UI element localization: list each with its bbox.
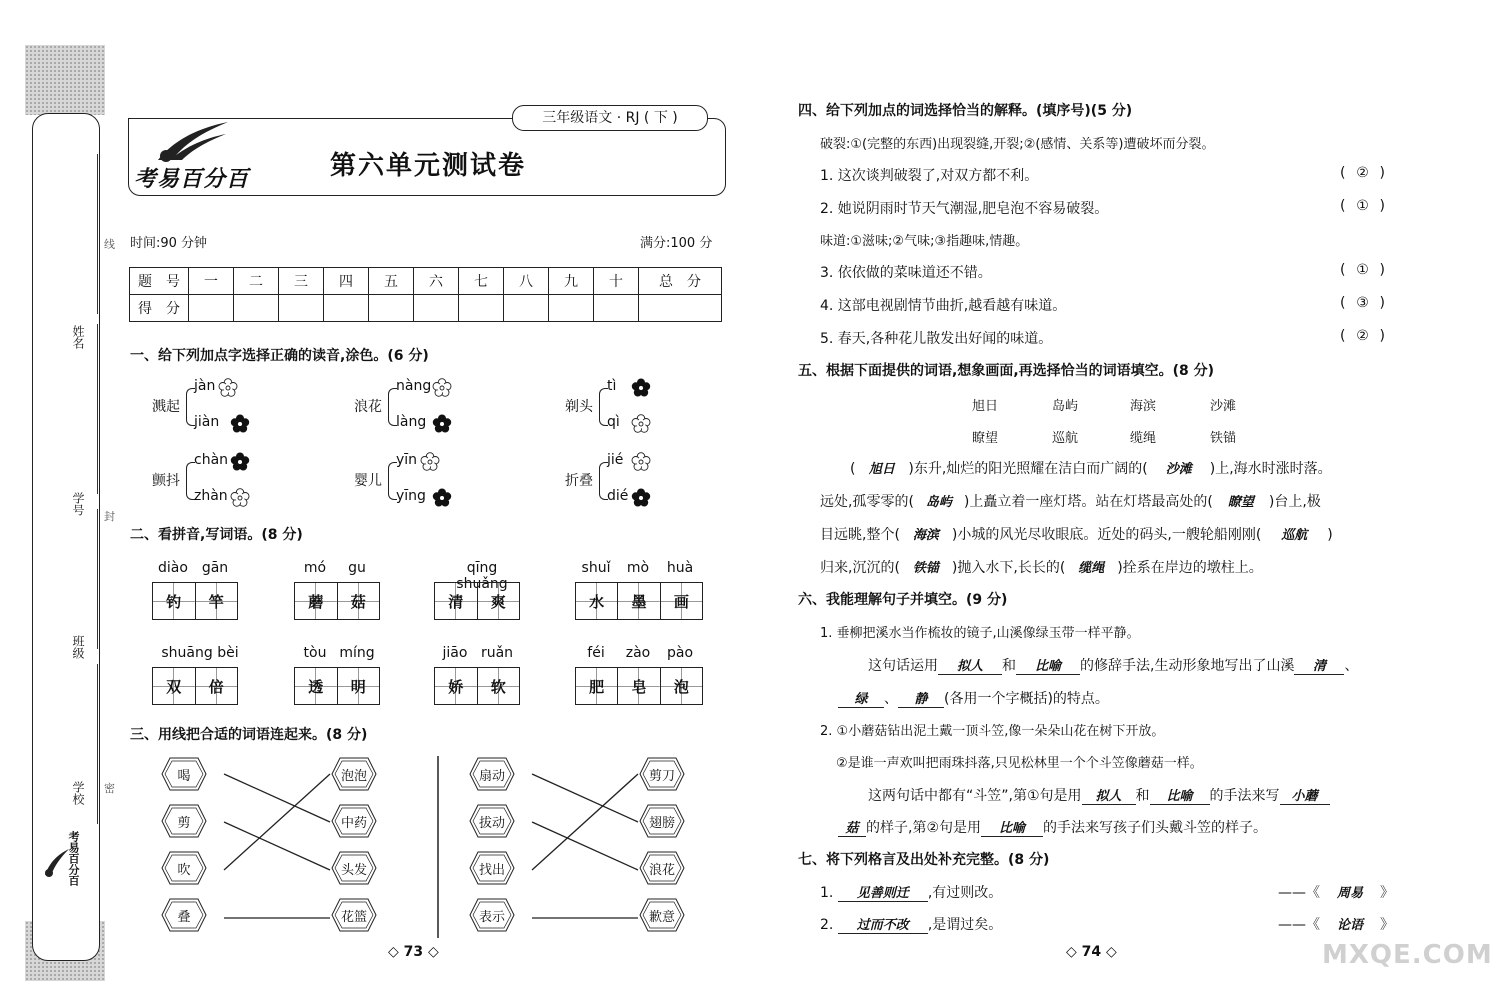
match-word: 拔动	[478, 816, 505, 831]
tianzige-cell[interactable]: 墨	[618, 583, 660, 619]
school-label: 学校	[71, 781, 85, 805]
question-4-3: 3. 依依做的菜味道还不错。	[820, 265, 992, 281]
tianzige-cell[interactable]: 菇	[338, 583, 380, 619]
pinyin-text: gān	[201, 560, 229, 576]
mark-seal: 封	[104, 510, 115, 523]
comet-logo-icon	[150, 120, 230, 162]
pinyin-text: féi	[587, 645, 605, 661]
question-6-1-fill: 这句话运用 拟人 和 比喻 的修辞手法,生动形象地写出了山溪 清 、	[868, 655, 1358, 675]
match-word: 浪花	[648, 863, 675, 878]
tianzige-cell[interactable]: 透	[295, 668, 338, 704]
pinyin-option-1: jàn	[194, 378, 216, 394]
mark-dense: 密	[104, 782, 115, 795]
score-cell[interactable]	[279, 295, 324, 322]
tianzige-cell[interactable]: 爽	[478, 583, 520, 619]
choice-word: 溅起	[152, 399, 180, 415]
tianzige-cell[interactable]: 双	[153, 668, 196, 704]
score-cell[interactable]	[549, 295, 594, 322]
page-title: 第六单元测试卷	[330, 151, 527, 181]
watermark: MXQE.COM	[1322, 940, 1493, 970]
tianzige-cell[interactable]: 肥	[576, 668, 618, 704]
question-4-5: 5. 春天,各种花儿散发出好闻的味道。	[820, 331, 1053, 347]
tianzige-cell[interactable]: 倍	[196, 668, 238, 704]
match-word: 喝	[177, 769, 191, 784]
score-cell[interactable]	[459, 295, 504, 322]
score-table	[129, 267, 722, 322]
comet-logo-icon	[41, 845, 71, 879]
filled-flower-icon[interactable]	[230, 452, 250, 472]
id-label: 学号	[71, 492, 85, 516]
tianzige-cell[interactable]: 软	[478, 668, 520, 704]
page-number-right: ◇ 74 ◇	[1066, 944, 1117, 960]
section-4-title: 四、给下列加点的词选择恰当的解释。(填序号)(5 分)	[798, 103, 1133, 119]
brand-name: 考易百分百	[134, 167, 250, 192]
tianzige-cell[interactable]: 画	[661, 583, 702, 619]
question-4-2: 2. 她说阴雨时节天气潮湿,肥皂泡不容易破裂。	[820, 201, 1109, 217]
filled-flower-icon[interactable]	[230, 414, 250, 434]
tianzige-grid	[434, 582, 520, 620]
bank-word: 岛屿	[1052, 399, 1079, 414]
question-6-1-fill-2: 绿 、 静 (各用一个字概括)的特点。	[838, 688, 1109, 708]
score-col: 三	[279, 268, 324, 295]
section-3-title: 三、用线把合适的词语连起来。(8 分)	[130, 727, 368, 743]
tianzige-grid	[152, 667, 238, 705]
pinyin-text: gu	[348, 560, 366, 576]
page-number-left: ◇ 73 ◇	[388, 944, 439, 960]
exam-time: 时间:90 分钟	[130, 236, 208, 251]
question-4-1: 1. 这次谈判破裂了,对双方都不利。	[820, 168, 1039, 184]
match-word: 剪	[177, 816, 191, 831]
pinyin-choice-item	[152, 452, 352, 508]
question-6-2: 2. ①小蘑菇钻出泥土戴一顶斗笠,像一朵朵山花在树下开放。	[820, 724, 1165, 739]
choice-word: 折叠	[565, 473, 593, 489]
choice-word: 浪花	[354, 399, 382, 415]
empty-flower-icon[interactable]	[631, 414, 651, 434]
score-cell[interactable]	[414, 295, 459, 322]
pinyin-option-1: chàn	[194, 452, 229, 468]
bank-word: 缆绳	[1130, 431, 1157, 446]
pinyin-option-1: yīn	[396, 452, 418, 468]
score-col: 九	[549, 268, 594, 295]
bank-word: 铁锚	[1210, 431, 1237, 446]
full-score: 满分:100 分	[640, 236, 713, 251]
bank-word: 瞭望	[972, 431, 999, 446]
pinyin-text: ruǎn	[480, 645, 514, 661]
pinyin-option-2: jiàn	[194, 414, 220, 430]
definition-weidao: 味道:①滋味;②气味;③指趣味,情趣。	[820, 234, 1029, 249]
pinyin-option-1: nàng	[396, 378, 432, 394]
pinyin-option-1: tì	[607, 378, 617, 394]
filled-flower-icon[interactable]	[432, 488, 452, 508]
bank-word: 旭日	[972, 399, 999, 414]
choice-word: 颤抖	[152, 473, 180, 489]
tianzige-cell[interactable]: 清	[435, 583, 478, 619]
empty-flower-icon[interactable]	[420, 452, 440, 472]
match-word: 歉意	[648, 910, 675, 925]
section-2-title: 二、看拼音,写词语。(8 分)	[130, 527, 303, 543]
question-4-4: 4. 这部电视剧情节曲折,越看越有味道。	[820, 298, 1067, 314]
pinyin-choice-item	[152, 378, 352, 434]
score-col: 八	[504, 268, 549, 295]
tianzige-cell[interactable]: 皂	[618, 668, 660, 704]
match-word: 剪刀	[648, 769, 675, 784]
score-cell[interactable]	[639, 295, 722, 322]
pinyin-text: shuāng bèi	[161, 645, 239, 661]
class-label: 班级	[71, 635, 85, 659]
definition-polie: 破裂:①(完整的东西)出现裂缝,开裂;②(感情、关系等)遭破坏而分裂。	[820, 137, 1215, 152]
binding-strip	[25, 45, 105, 981]
score-col: 总 分	[639, 268, 722, 295]
pinyin-text: qīng	[466, 560, 498, 576]
score-row-head: 得 分	[130, 295, 189, 322]
name-label: 姓名	[71, 325, 85, 349]
tianzige-grid	[434, 667, 520, 705]
score-cell[interactable]	[504, 295, 549, 322]
tianzige-grid	[152, 582, 238, 620]
choice-word: 婴儿	[354, 473, 382, 489]
empty-flower-icon[interactable]	[218, 378, 238, 398]
pinyin-text: mó	[303, 560, 327, 576]
pinyin-option-2: zhàn	[194, 488, 228, 504]
score-cell[interactable]	[369, 295, 414, 322]
score-col: 六	[414, 268, 459, 295]
answer-4-1: ( ② )	[1340, 165, 1385, 181]
score-col: 十	[594, 268, 639, 295]
tianzige-grid	[294, 582, 380, 620]
tianzige-cell[interactable]: 竿	[196, 583, 238, 619]
tianzige-grid	[294, 667, 380, 705]
tianzige-grid	[575, 582, 703, 620]
empty-flower-icon[interactable]	[631, 452, 651, 472]
score-col: 一	[189, 268, 234, 295]
match-word: 找出	[478, 863, 505, 878]
score-col: 二	[234, 268, 279, 295]
tianzige-cell[interactable]: 明	[338, 668, 380, 704]
mark-line: 线	[104, 238, 115, 251]
score-cell[interactable]	[234, 295, 279, 322]
answer-4-2: ( ① )	[1340, 198, 1385, 214]
tianzige-cell[interactable]: 泡	[661, 668, 702, 704]
pinyin-choice-item	[565, 452, 765, 508]
question-6-2-b: ②是谁一声欢叫把雨珠抖落,只见松林里一个个斗笠像蘑菇一样。	[836, 756, 1203, 771]
pinyin-text: huà	[666, 560, 694, 576]
pinyin-text: míng	[339, 645, 375, 661]
proverb-2: 2. 过而不改 ,是谓过矣。	[820, 914, 1002, 934]
match-word: 中药	[340, 816, 367, 831]
filled-flower-icon[interactable]	[432, 414, 452, 434]
tianzige-grid	[575, 667, 703, 705]
passage-line-1: ( 旭日 )东升,灿烂的阳光照耀在洁白而广阔的( 沙滩 )上,海水时涨时落。	[850, 461, 1332, 477]
grade-tag: 三年级语文 · RJ ( 下 )	[512, 105, 708, 131]
score-col: 七	[459, 268, 504, 295]
answer-4-5: ( ② )	[1340, 328, 1385, 344]
match-word: 翅膀	[648, 816, 675, 831]
tianzige-cell[interactable]: 钓	[153, 583, 196, 619]
pinyin-text: tòu	[303, 645, 327, 661]
pinyin-option-2: qì	[607, 414, 620, 430]
pinyin-text: mò	[626, 560, 650, 576]
bank-word: 巡航	[1052, 431, 1079, 446]
bank-word: 海滨	[1130, 399, 1157, 414]
question-6-2-fill: 这两句话中都有“斗笠”,第①句是用 拟人 和 比喻 的手法来写 小蘑	[868, 785, 1330, 805]
binding-brand: 考易百分百	[67, 831, 80, 886]
passage-line-2: 远处,孤零零的( 岛屿 )上矗立着一座灯塔。站在灯塔最高处的( 瞭望 )台上,极	[820, 494, 1321, 510]
match-word: 头发	[340, 863, 367, 878]
tianzige-cell[interactable]: 娇	[435, 668, 478, 704]
match-word: 花篮	[340, 910, 367, 925]
question-6-2-fill-2: 菇 的样子,第②句是用 比喻 的手法来写孩子们头戴斗笠的样子。	[838, 817, 1267, 837]
pinyin-text: shuǐ	[581, 560, 611, 576]
tianzige-cell[interactable]: 水	[576, 583, 618, 619]
empty-flower-icon[interactable]	[432, 378, 452, 398]
passage-line-4: 归来,沉沉的( 铁锚 )抛入水下,长长的( 缆绳 )拴系在岸边的墩柱上。	[820, 560, 1263, 576]
match-word: 泡泡	[340, 769, 367, 784]
pinyin-text: diào	[158, 560, 188, 576]
choice-word: 剃头	[565, 399, 593, 415]
score-cell[interactable]	[324, 295, 369, 322]
tianzige-cell[interactable]: 蘑	[295, 583, 338, 619]
section-7-title: 七、将下列格言及出处补充完整。(8 分)	[798, 852, 1050, 868]
pinyin-option-2: làng	[396, 414, 427, 430]
pinyin-option-2: yīng	[396, 488, 426, 504]
score-head: 题 号	[130, 268, 189, 295]
section-5-title: 五、根据下面提供的词语,想象画面,再选择恰当的词语填空。(8 分)	[798, 363, 1215, 379]
pinyin-option-1: jié	[607, 452, 624, 468]
pinyin-option-2: dié	[607, 488, 629, 504]
pinyin-choice-item	[354, 378, 554, 434]
answer-4-4: ( ③ )	[1340, 295, 1385, 311]
pinyin-choice-item	[565, 378, 765, 434]
proverb-1-source: ——《 周易 》	[1278, 885, 1394, 901]
empty-flower-icon[interactable]	[230, 488, 250, 508]
score-cell[interactable]	[594, 295, 639, 322]
match-word: 扇动	[478, 769, 505, 784]
pinyin-text: pào	[666, 645, 694, 661]
bank-word: 沙滩	[1210, 399, 1237, 414]
pinyin-text: jiāo	[442, 645, 468, 661]
matching-lines	[140, 752, 730, 942]
score-col: 五	[369, 268, 414, 295]
proverb-1: 1. 见善则迁 ,有过则改。	[820, 882, 1002, 902]
section-6-title: 六、我能理解句子并填空。(9 分)	[798, 592, 1008, 608]
pinyin-text: zào	[625, 645, 651, 661]
score-col: 四	[324, 268, 369, 295]
match-word: 表示	[478, 910, 505, 925]
filled-flower-icon[interactable]	[631, 488, 651, 508]
match-word: 叠	[177, 910, 191, 925]
question-6-1: 1. 垂柳把溪水当作梳妆的镜子,山溪像绿玉带一样平静。	[820, 626, 1140, 641]
proverb-2-source: ——《 论语 》	[1278, 917, 1394, 933]
pinyin-choice-item	[354, 452, 554, 508]
passage-line-3: 目远眺,整个( 海滨 )小城的风光尽收眼底。近处的码头,一艘轮船刚刚( 巡航 )	[820, 527, 1333, 543]
score-cell[interactable]	[189, 295, 234, 322]
filled-flower-icon[interactable]	[631, 378, 651, 398]
match-word: 吹	[177, 863, 191, 878]
answer-4-3: ( ① )	[1340, 262, 1385, 278]
section-1-title: 一、给下列加点字选择正确的读音,涂色。(6 分)	[130, 348, 429, 364]
